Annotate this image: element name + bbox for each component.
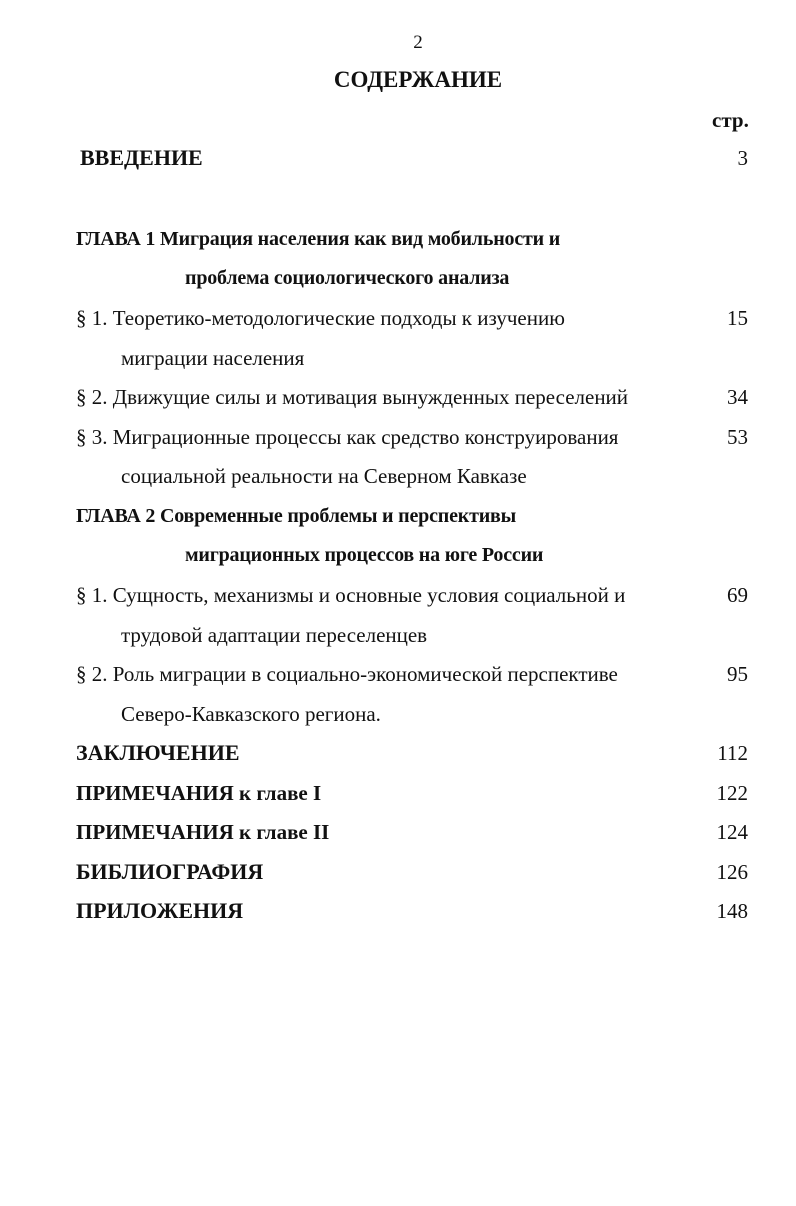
toc-entry-title: ВВЕДЕНИЕ	[80, 145, 203, 170]
page-number: 2	[413, 32, 423, 53]
toc-entry-page: 34	[727, 385, 748, 409]
toc-entry-page: 148	[716, 899, 748, 923]
toc-entry-page: 69	[727, 583, 748, 607]
toc-entry-title: БИБЛИОГРАФИЯ	[76, 859, 264, 884]
toc-entry-page: 3	[737, 146, 748, 170]
toc-entry-title: § 1. Теоретико-методологические подходы к изучению	[76, 306, 565, 330]
toc-entry-page: 122	[716, 781, 748, 805]
toc-entry-title-continuation: проблема социологического анализа	[185, 267, 510, 289]
toc-entry-title: ПРИМЕЧАНИЯ к главе II	[76, 820, 330, 844]
toc-entry-title: § 3. Миграционные процессы как средство конструирования	[76, 425, 619, 449]
page-title: СОДЕРЖАНИЕ	[333, 67, 503, 92]
toc-entry-title-continuation: Северо-Кавказского региона.	[121, 702, 381, 726]
toc-entry-title: ЗАКЛЮЧЕНИЕ	[76, 740, 240, 765]
pages-column-header: стр.	[712, 108, 749, 132]
toc-entry-title-continuation: социальной реальности на Северном Кавказе	[121, 464, 527, 488]
toc-entry-title: ПРИЛОЖЕНИЯ	[76, 898, 244, 923]
toc-entry-title: § 2. Роль миграции в социально-экономической перспективе	[76, 662, 618, 686]
toc-entry-title: § 1. Сущность, механизмы и основные условия социальной и	[76, 583, 626, 607]
toc-entry-page: 95	[727, 662, 748, 686]
toc-entry-title: ГЛАВА 2 Современные проблемы и перспективы	[76, 505, 517, 527]
toc-entry-title-continuation: трудовой адаптации переселенцев	[121, 623, 428, 647]
toc-entry-page: 15	[727, 306, 748, 330]
toc-entry-title: § 2. Движущие силы и мотивация вынужденных переселений	[76, 385, 629, 409]
toc-entry-page: 53	[727, 425, 748, 449]
toc-entry-page: 124	[716, 820, 748, 844]
toc-entry-title-continuation: миграции населения	[121, 346, 305, 370]
toc-entry-title: ПРИМЕЧАНИЯ к главе I	[76, 781, 322, 805]
toc-entry-title: ГЛАВА 1 Миграция населения как вид мобильности и	[76, 228, 561, 250]
toc-entry-page: 126	[716, 860, 748, 884]
toc-entry-title-continuation: миграционных процессов на юге России	[185, 544, 544, 566]
toc-entry-page: 112	[717, 741, 748, 765]
